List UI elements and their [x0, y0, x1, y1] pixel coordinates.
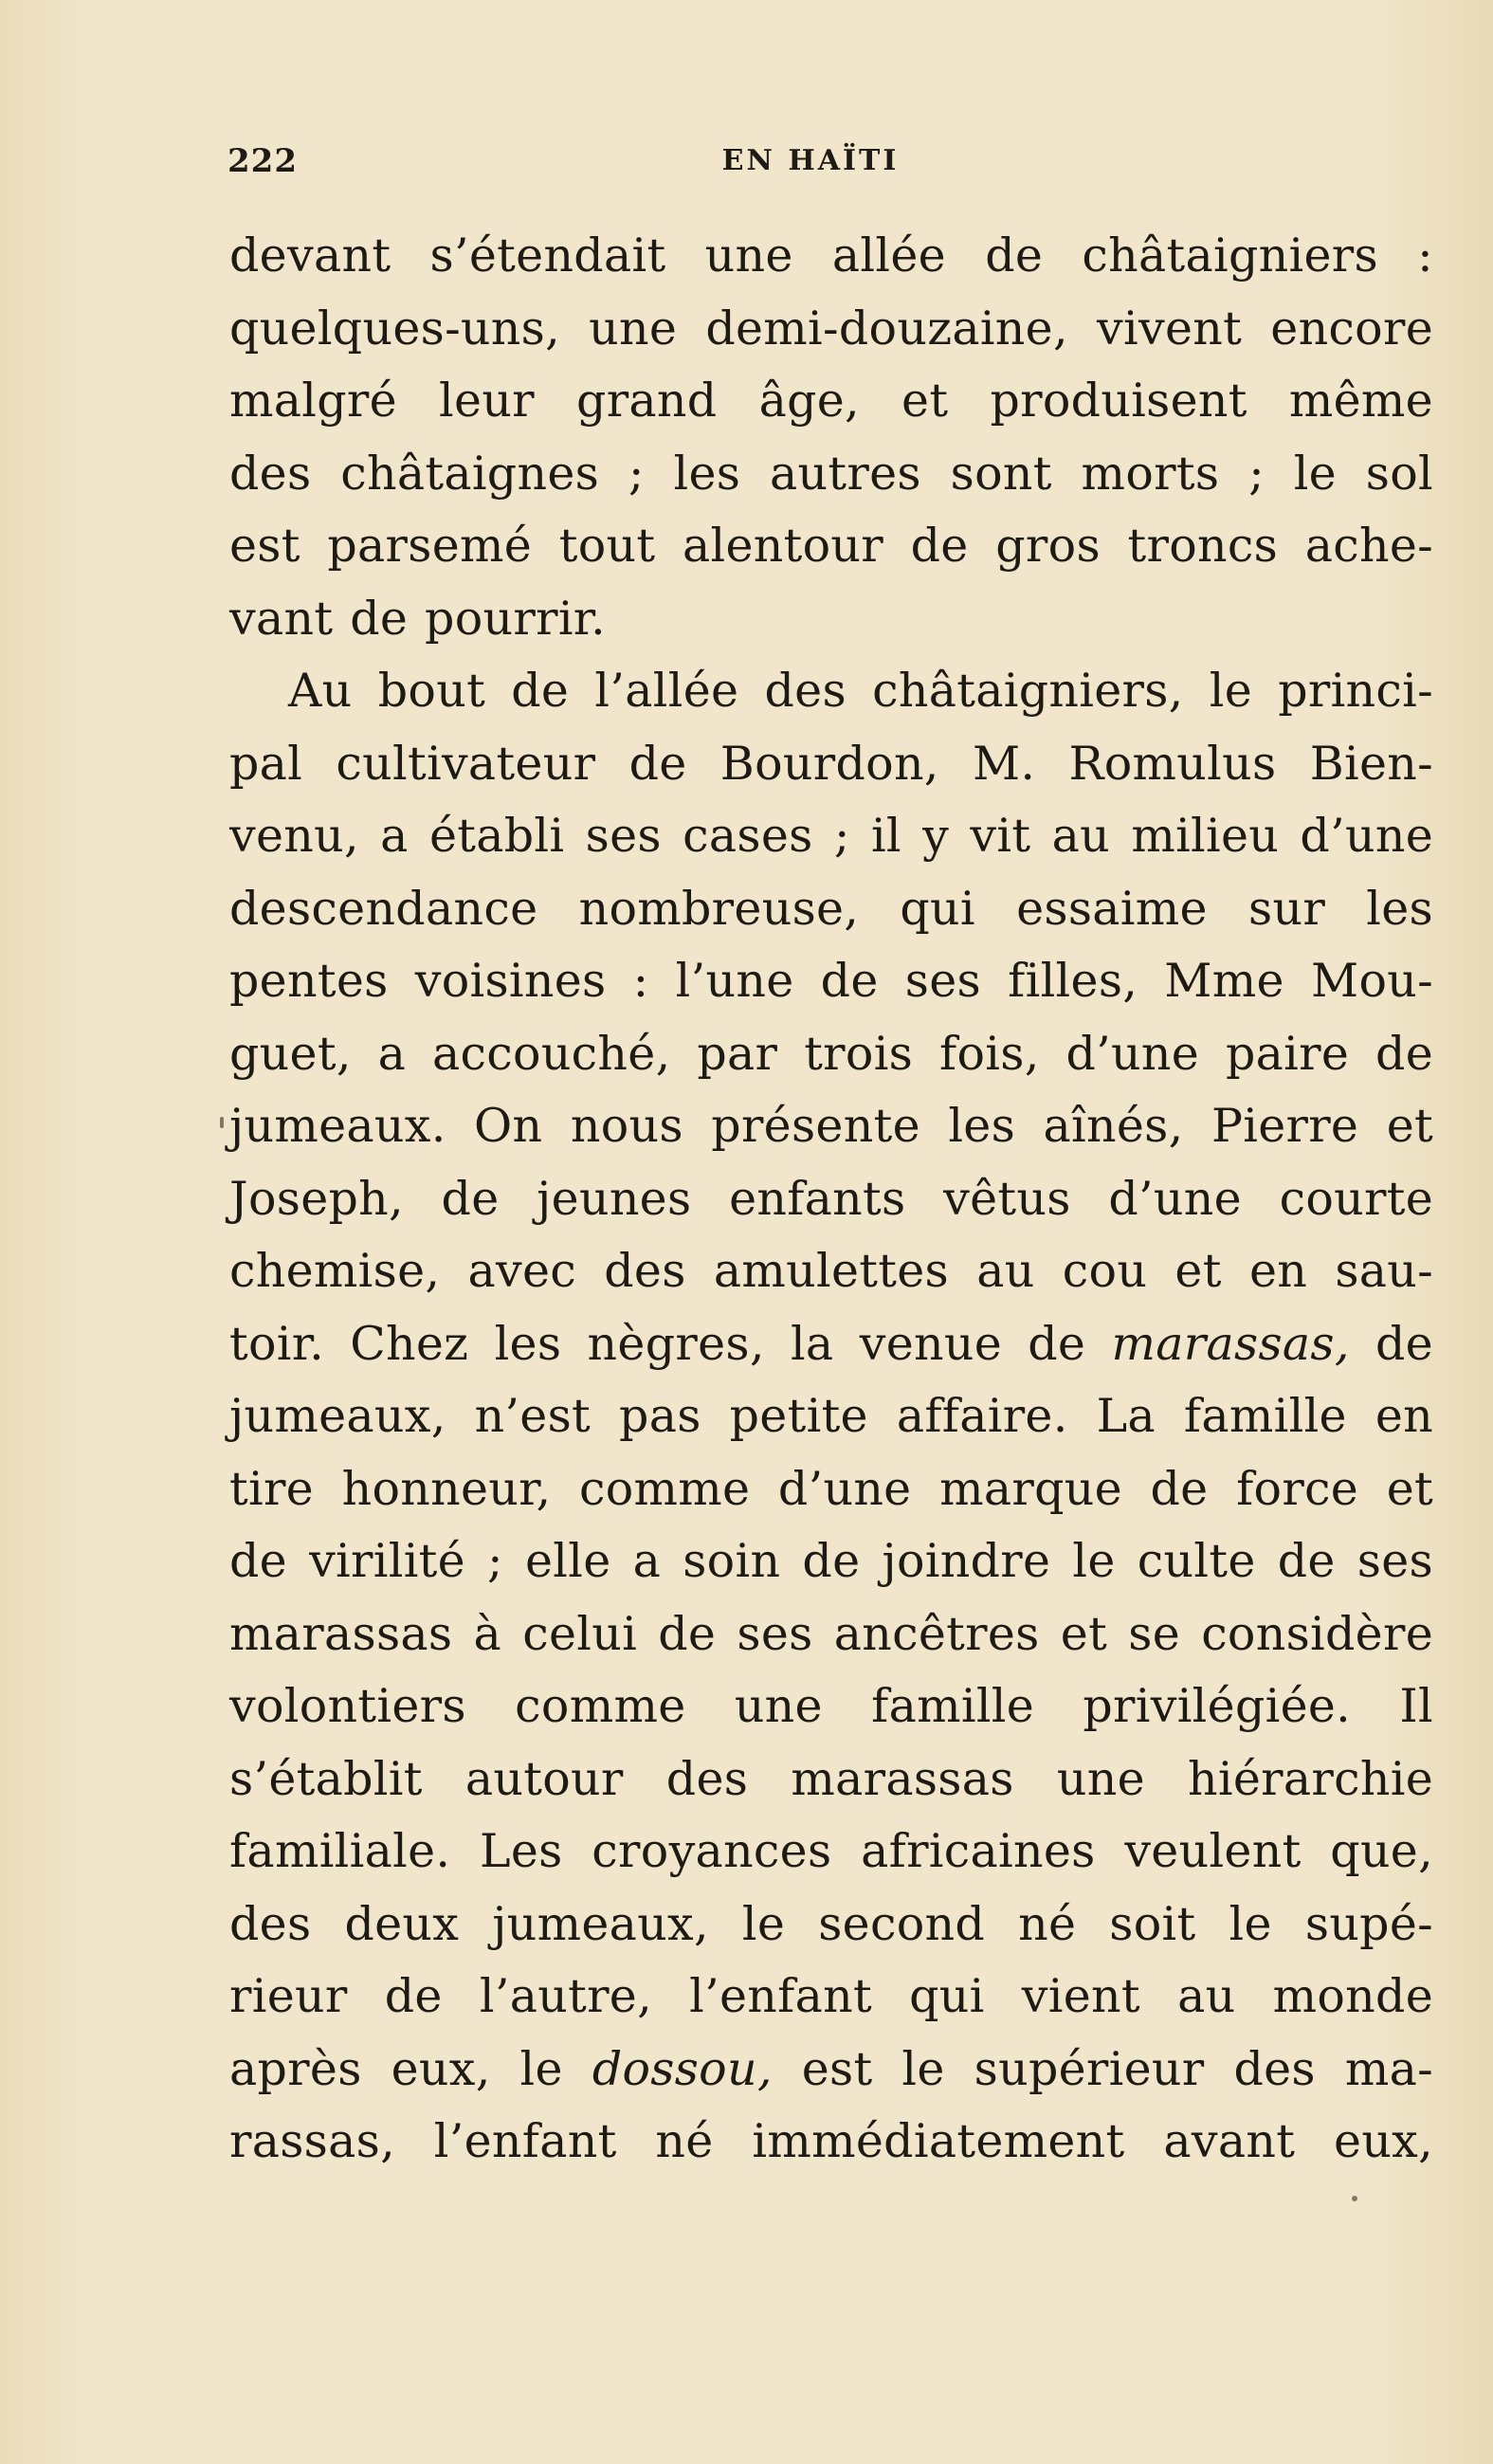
- text-line-7: Au bout de l’allée des châtaigniers, le princi-: [288, 664, 1433, 718]
- text-line-26-start: après eux, le: [229, 2041, 563, 2096]
- text-line-3: malgré leur grand âge, et produisent même: [229, 374, 1433, 428]
- text-line-24: des deux jumeaux, le second né soit le supé-: [229, 1896, 1433, 1951]
- italic-marassas: marassas,: [1111, 1316, 1350, 1371]
- page-number: 222: [228, 142, 298, 180]
- text-line-2: quelques-uns, une demi-douzaine, vivent encore: [229, 301, 1433, 356]
- text-line-19: de virilité ; elle a soin de joindre le culte de ses: [229, 1534, 1433, 1588]
- text-line-16-end: de: [1375, 1316, 1433, 1371]
- text-line-15: chemise, avec des amulettes au cou et en sau-: [229, 1244, 1433, 1298]
- text-line-20: marassas à celui de ses ancêtres et se considère: [229, 1606, 1433, 1661]
- margin-mark: [220, 1117, 224, 1128]
- text-line-11: pentes voisines : l’une de ses filles, Mme Mou-: [229, 954, 1433, 1008]
- text-line-26-end: est le supérieur des ma-: [801, 2041, 1433, 2096]
- text-line-18: tire honneur, comme d’une marque de force et: [229, 1461, 1433, 1516]
- text-line-5: est parsemé tout alentour de gros troncs ache-: [229, 519, 1433, 573]
- text-line-8: pal cultivateur de Bourdon, M. Romulus Bien-: [229, 736, 1433, 791]
- text-line-25: rieur de l’autre, l’enfant qui vient au monde: [229, 1969, 1433, 2023]
- text-line-17: jumeaux, n’est pas petite affaire. La famille en: [229, 1389, 1433, 1443]
- text-line-12: guet, a accouché, par trois fois, d’une paire de: [229, 1026, 1433, 1081]
- running-head: [228, 142, 1280, 199]
- body-text: [229, 220, 1433, 2179]
- text-line-9: venu, a établi ses cases ; il y vit au milieu d’une: [229, 809, 1433, 863]
- text-line-23: familiale. Les croyances africaines veulent que,: [229, 1824, 1433, 1878]
- text-line-22: s’établit autour des marassas une hiérarchie: [229, 1751, 1433, 1806]
- running-title: EN HAÏTI: [721, 144, 900, 177]
- text-line-10: descendance nombreuse, qui essaime sur les: [229, 881, 1433, 936]
- print-speck: [1352, 2196, 1357, 2201]
- italic-dossou: dossou,: [592, 2041, 773, 2096]
- text-line-21: volontiers comme une famille privilégiée. Il: [229, 1679, 1433, 1733]
- text-line-26: [229, 2034, 1433, 2107]
- text-line-4: des châtaignes ; les autres sont morts ; le sol: [229, 446, 1433, 501]
- text-line-14: Joseph, de jeunes enfants vêtus d’une courte: [229, 1171, 1433, 1226]
- text-line-16: [229, 1308, 1433, 1381]
- text-line-13: jumeaux. On nous présente les aînés, Pierre et: [229, 1099, 1433, 1153]
- text-line-27: rassas, l’enfant né immédiatement avant eux,: [229, 2114, 1433, 2168]
- text-line-1: devant s’étendait une allée de châtaigniers :: [229, 228, 1433, 283]
- text-line-16-start: toir. Chez les nègres, la venue de: [229, 1316, 1086, 1371]
- text-line-6: vant de pourrir.: [229, 591, 607, 646]
